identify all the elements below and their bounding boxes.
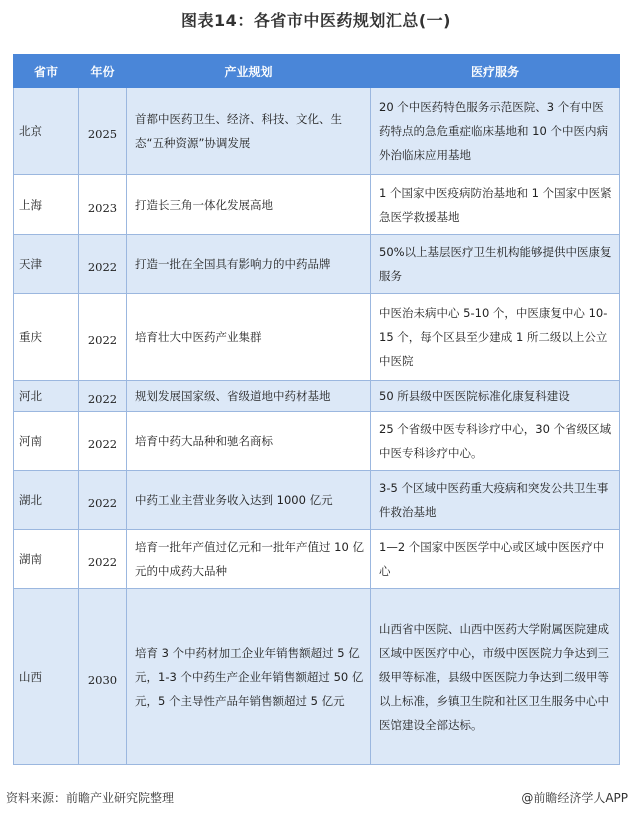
medical-service-cell: 山西省中医院、山西中医药大学附属医院建成区域中医医疗中心，市级中医医院力争达到三级甲等标准，县级中医医院力争达到二级甲等以上标准，乡镇卫生院和社区卫生服务中心中医馆建设全部达标。 [371,589,620,765]
industry-plan-cell: 打造长三角一体化发展高地 [127,175,371,235]
city-cell: 湖北 [14,471,79,530]
industry-plan-cell: 打造一批在全国具有影响力的中药品牌 [127,235,371,294]
table-row [14,381,620,412]
year-cell: 2022 [79,381,127,412]
city-cell: 北京 [14,88,79,175]
year-cell: 2022 [79,294,127,381]
header-year: 年份 [79,55,127,88]
industry-plan-cell: 培育壮大中医药产业集群 [127,294,371,381]
city-cell: 山西 [14,589,79,765]
header-medical-service: 医疗服务 [371,55,620,88]
table-header-row [14,55,620,88]
city-cell: 重庆 [14,294,79,381]
table-row [14,88,620,175]
industry-plan-cell: 培育一批年产值过亿元和一批年产值过 10 亿元的中成药大品种 [127,530,371,589]
table-row [14,412,620,471]
year-cell: 2023 [79,175,127,235]
year-cell: 2030 [79,589,127,765]
city-cell: 上海 [14,175,79,235]
medical-service-cell: 25 个省级中医专科诊疗中心，30 个省级区域中医专科诊疗中心。 [371,412,620,471]
year-cell: 2022 [79,235,127,294]
city-cell: 湖南 [14,530,79,589]
medical-service-cell: 20 个中医药特色服务示范医院、3 个有中医药特点的急危重症临床基地和 10 个中医内病外治临床应用基地 [371,88,620,175]
table-row [14,235,620,294]
year-cell: 2025 [79,88,127,175]
year-cell: 2022 [79,412,127,471]
medical-service-cell: 中医治未病中心 5-10 个，中医康复中心 10-15 个，每个区县至少建成 1 所二级以上公立中医院 [371,294,620,381]
year-cell: 2022 [79,530,127,589]
page-title: 图表14：各省市中医药规划汇总(一) [181,11,451,30]
medical-service-cell: 50 所县级中医医院标准化康复科建设 [371,381,620,412]
header-industry-plan: 产业规划 [127,55,371,88]
medical-service-cell: 1 个国家中医疫病防治基地和 1 个国家中医紧急医学救援基地 [371,175,620,235]
table-row [14,589,620,765]
table-row [14,530,620,589]
header-city: 省市 [14,55,79,88]
source-note: 资料来源：前瞻产业研究院整理 [6,791,175,805]
medical-service-cell: 50%以上基层医疗卫生机构能够提供中医康复服务 [371,235,620,294]
year-cell: 2022 [79,471,127,530]
credit-note: @前瞻经济学人APP [521,791,628,805]
industry-plan-cell: 培育中药大品种和驰名商标 [127,412,371,471]
table-row [14,471,620,530]
industry-plan-cell: 中药工业主营业务收入达到 1000 亿元 [127,471,371,530]
city-cell: 河南 [14,412,79,471]
medical-service-cell: 3-5 个区域中医药重大疫病和突发公共卫生事件救治基地 [371,471,620,530]
table-row [14,294,620,381]
industry-plan-cell: 规划发展国家级、省级道地中药材基地 [127,381,371,412]
table-row [14,175,620,235]
planning-table [13,54,620,765]
city-cell: 河北 [14,381,79,412]
industry-plan-cell: 首都中医药卫生、经济、科技、文化、生态“五种资源”协调发展 [127,88,371,175]
medical-service-cell: 1—2 个国家中医医学中心或区域中医医疗中心 [371,530,620,589]
city-cell: 天津 [14,235,79,294]
industry-plan-cell: 培育 3 个中药材加工企业年销售额超过 5 亿元，1-3 个中药生产企业年销售额超过 50 亿元，5 个主导性产品年销售额超过 5 亿元 [127,589,371,765]
